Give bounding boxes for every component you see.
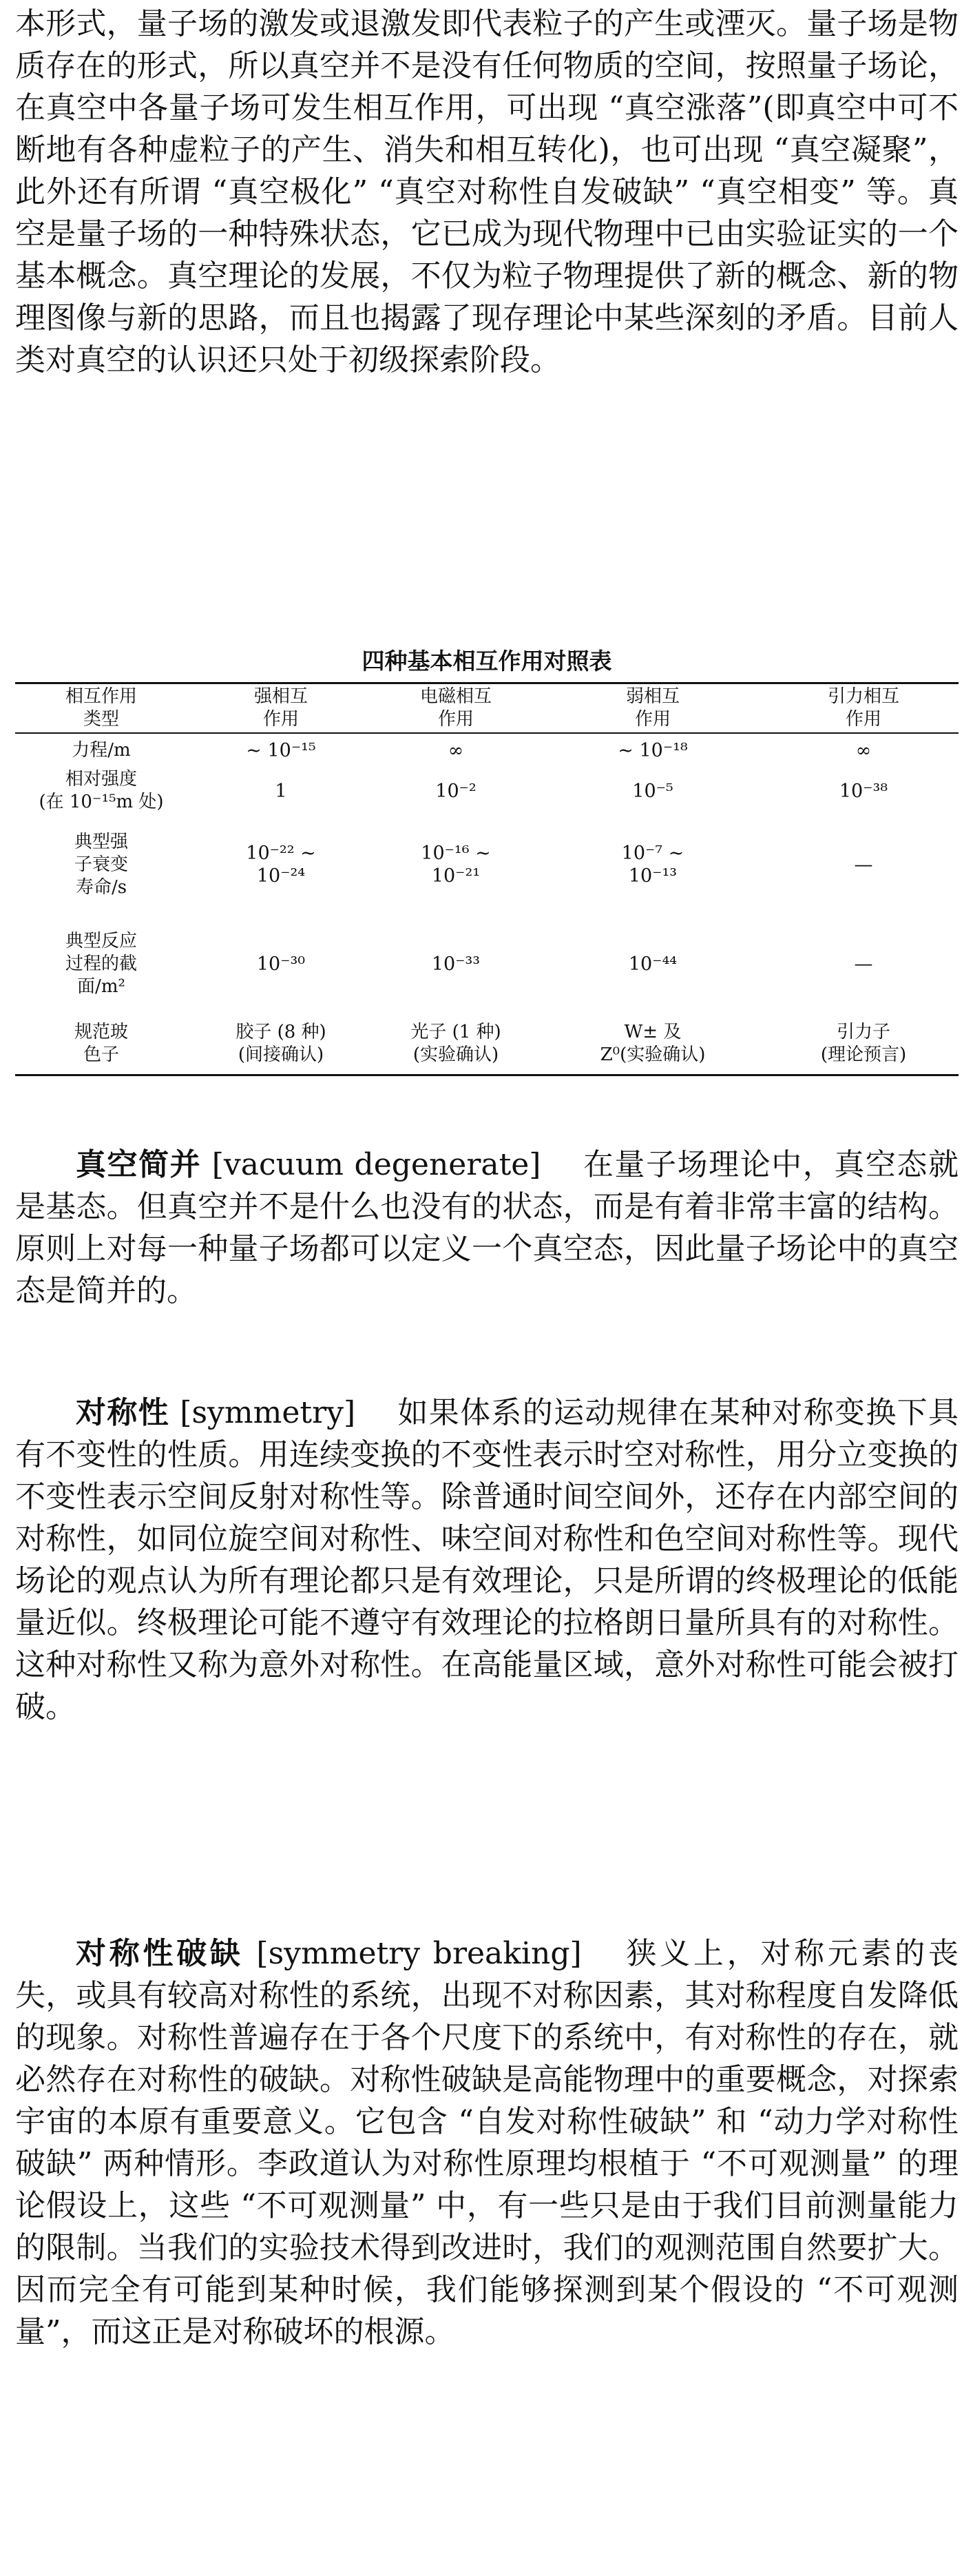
table-cell: ∼ 10⁻¹⁸ (618, 739, 688, 761)
entry-term: 真空简并 (76, 1147, 202, 1182)
interaction-comparison-table-block (15, 648, 959, 1076)
entry-term: 对称性破缺 (76, 1936, 244, 1971)
table-cell: 10⁻³⁸ (839, 780, 888, 802)
entry-vacuum-degenerate (15, 1144, 959, 1312)
row-label: 典型强 子衰变 寿命/s (74, 831, 128, 898)
table-cell: 10⁻²² ∼ 10⁻²⁴ (246, 843, 316, 887)
table-cell: — (854, 854, 873, 876)
entry-body: 狭义上，对称元素的丧失，或具有较高对称性的系统，出现不对称因素，其对称程度自发降低的现象。对称性普遍存在于各个尺度下的系统中，有对称性的存在，就必然存在对称性的破缺。对称性破缺是高能物理中的重要概念，对探索宇宙的本原有重要意义。它包含 “自发对称性破缺” 和 “动力学对称性破缺” 两种情形。李政道认为对称性原理均根植于 “不可观测量” 的理论假设上，这些 “不可观测量” 中，有一些只是由于我们目前测量能力的限制。当我们的实验技术得到改进时，我们的观测范围自然要扩大。因而完全有可能到某种时候，我们能够探测到某个假设的 “不可观测量”，而这正是对称破坏的根源。 (15, 1936, 959, 2349)
table-row (15, 815, 959, 914)
table-cell: 10⁻³³ (431, 953, 481, 975)
table-row (15, 1013, 959, 1075)
table-row (15, 767, 959, 815)
header-cell: 电磁相互 作用 (419, 686, 492, 730)
interaction-comparison-table (15, 682, 959, 1076)
table-row (15, 914, 959, 1013)
entry-body: 在量子场理论中，真空态就是基态。但真空并不是什么也没有的状态，而是有着非常丰富的结构。原则上对每一种量子场都可以定义一个真空态，因此量子场论中的真空态是简并的。 (15, 1147, 959, 1308)
table-cell: 10⁻⁴⁴ (628, 953, 678, 975)
table-cell: 10⁻⁵ (632, 780, 673, 802)
table-row (15, 733, 959, 767)
entry-english-term: [vacuum degenerate] (211, 1147, 541, 1182)
table-cell: 光子 (1 种) (实验确认) (410, 1022, 501, 1065)
row-label: 典型反应 过程的截 面/m² (65, 930, 137, 997)
header-cell: 强相互 作用 (253, 686, 308, 730)
table-cell: 10⁻³⁰ (256, 953, 306, 975)
header-cell: 弱相互 作用 (625, 686, 680, 730)
entry-symmetry (15, 1392, 959, 1728)
table-cell: 10⁻² (435, 780, 477, 802)
table-cell: W± 及 Z⁰(实验确认) (600, 1022, 706, 1065)
table-cell: — (854, 953, 873, 975)
table-cell: ∼ 10⁻¹⁵ (246, 739, 316, 761)
entry-english-term: [symmetry breaking] (256, 1936, 582, 1971)
header-cell: 引力相互 作用 (827, 686, 899, 730)
table-cell: 10⁻⁷ ∼ 10⁻¹³ (621, 843, 684, 887)
table-cell: 胶子 (8 种) (间接确认) (236, 1022, 326, 1065)
entry-symmetry-breaking (15, 1933, 959, 2353)
intro-paragraph: 本形式，量子场的激发或退激发即代表粒子的产生或湮灭。量子场是物质存在的形式，所以真空并不是没有任何物质的空间，按照量子场论，在真空中各量子场可发生相互作用，可出现 “真空涨落”(即真空中可不断地有各种虚粒子的产生、消失和相互转化)，也可出现 “真空凝聚”，此外还有所谓 “真空极化” “真空对称性自发破缺” “真空相变” 等。真空是量子场的一种特殊状态，它已成为现代物理中已由实验证实的一个基本概念。真空理论的发展，不仅为粒子物理提供了新的概念、新的物理图像与新的思路，而且也揭露了现存理论中某些深刻的矛盾。目前人类对真空的认识还只处于初级探索阶段。 (15, 6, 959, 378)
table-title: 四种基本相互作用对照表 (362, 648, 612, 674)
table-cell: ∞ (448, 739, 464, 761)
row-label: 相对强度 (在 10⁻¹⁵m 处) (39, 769, 164, 812)
row-label: 规范玻 色子 (74, 1022, 128, 1065)
header-cell: 相互作用 类型 (65, 686, 137, 730)
table-cell: ∞ (855, 739, 872, 761)
entry-term: 对称性 (76, 1395, 169, 1430)
table-cell: 引力子 (理论预言) (820, 1022, 907, 1065)
entry-body: 如果体系的运动规律在某种对称变换下具有不变性的性质。用连续变换的不变性表示时空对称性，用分立变换的不变性表示空间反射对称性等。除普通时间空间外，还存在内部空间的对称性，如同位旋空间对称性、味空间对称性和色空间对称性等。现代场论的观点认为所有理论都只是有效理论，只是所谓的终极理论的低能量近似。终极理论可能不遵守有效理论的拉格朗日量所具有的对称性。这种对称性又称为意外对称性。在高能量区域，意外对称性可能会被打破。 (15, 1395, 959, 1724)
table-cell: 1 (275, 780, 287, 802)
row-label: 力程/m (72, 739, 131, 761)
entry-english-term: [symmetry] (180, 1395, 356, 1430)
table-cell: 10⁻¹⁶ ∼ 10⁻²¹ (421, 843, 491, 887)
table-header-row (15, 683, 959, 734)
